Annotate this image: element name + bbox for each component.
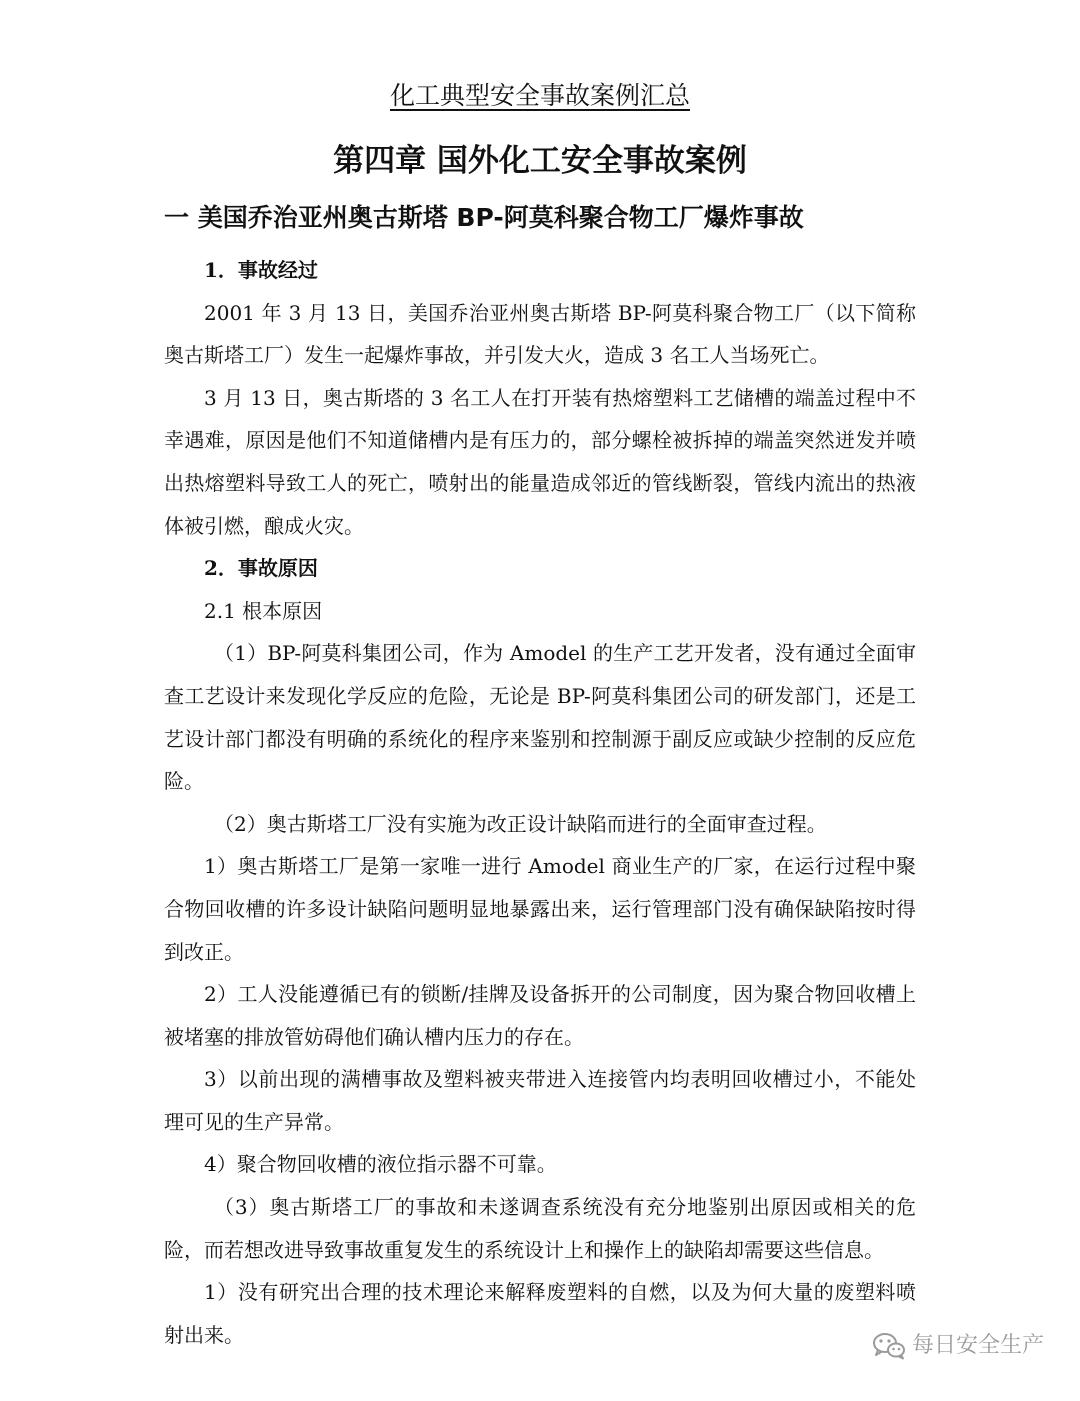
wechat-icon	[872, 1332, 906, 1360]
paragraph: （3）奥古斯塔工厂的事故和未遂调查系统没有充分地鉴别出原因或相关的危险，而若想改进导致事故重复发生的系统设计上和操作上的缺陷却需要这些信息。	[164, 1195, 916, 1262]
paragraph: 1）奥古斯塔工厂是第一家唯一进行 Amodel 商业生产的厂家，在运行过程中聚合物回收槽的许多设计缺陷问题明显地暴露出来，运行管理部门没有确保缺陷按时得到改正。	[164, 854, 916, 964]
document-title	[0, 80, 1080, 112]
paragraph: 2）工人没能遵循已有的锁断/挂牌及设备拆开的公司制度，因为聚合物回收槽上被堵塞的排放管妨碍他们确认槽内压力的存在。	[164, 982, 916, 1049]
subheading-accident-cause: 2．事故原因	[204, 556, 318, 581]
paragraph: 3）以前出现的满槽事故及塑料被夹带进入连接管内均表明回收槽过小，不能处理可见的生产异常。	[164, 1067, 916, 1134]
section-heading: 一 美国乔治亚州奥古斯塔 BP-阿莫科聚合物工厂爆炸事故	[164, 203, 804, 232]
paragraph: （1）BP-阿莫科集团公司，作为 Amodel 的生产工艺开发者，没有通过全面审查工艺设计来发现化学反应的危险，无论是 BP-阿莫科集团公司的研发部门，还是工艺设计部门都没有明确的系统化的程序来鉴别和控制源于副反应或缺少控制的反应危险。	[164, 641, 916, 794]
paragraph: 1）没有研究出合理的技术理论来解释废塑料的自燃，以及为何大量的废塑料喷射出来。	[164, 1280, 916, 1347]
paragraph: 3 月 13 日，奥古斯塔的 3 名工人在打开装有热熔塑料工艺储槽的端盖过程中不幸遇难，原因是他们不知道储槽内是有压力的，部分螺栓被拆掉的端盖突然迸发并喷出热熔塑料导致工人的死亡，喷射出的能量造成邻近的管线断裂，管线内流出的热液体被引燃，酿成火灾。	[164, 385, 916, 538]
watermark-text: 每日安全生产	[911, 1333, 1044, 1358]
paragraph: （2）奥古斯塔工厂没有实施为改正设计缺陷而进行的全面审查过程。	[214, 811, 827, 836]
subheading-accident-process: 1．事故经过	[204, 258, 318, 282]
document-body	[164, 249, 916, 1356]
watermark	[872, 1332, 1044, 1360]
subheading-root-cause: 2.1 根本原因	[204, 598, 323, 623]
chapter-heading: 第四章 国外化工安全事故案例	[333, 143, 747, 179]
document-title-text: 化工典型安全事故案例汇总	[389, 81, 690, 110]
paragraph: 2001 年 3 月 13 日，美国乔治亚州奥古斯塔 BP-阿莫科聚合物工厂（以下简称奥古斯塔工厂）发生一起爆炸事故，并引发大火，造成 3 名工人当场死亡。	[164, 300, 916, 368]
paragraph: 4）聚合物回收槽的液位指示器不可靠。	[204, 1152, 557, 1177]
